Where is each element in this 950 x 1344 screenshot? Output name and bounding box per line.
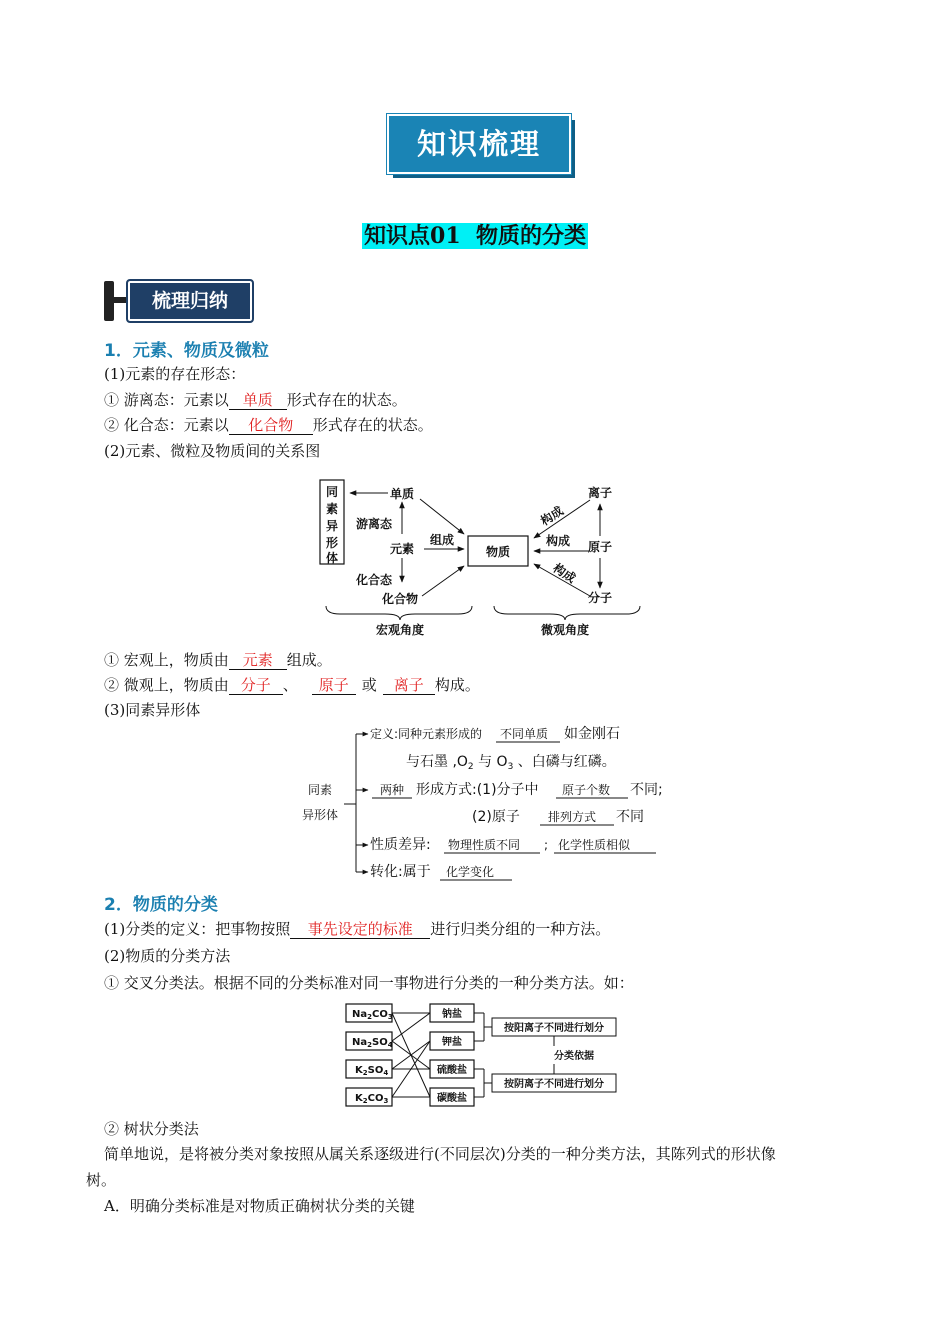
label-lizi: 离子 [588, 486, 613, 500]
label-goucheng-bot: 构成 [550, 560, 579, 586]
cross-lines [392, 1013, 430, 1097]
label-yi: 异 [325, 519, 339, 533]
section1-p2: ① 游离态：元素以 单质 形式存在的状态。 [104, 391, 407, 409]
relation-diagram [310, 474, 650, 644]
basis-label: 分类依据 [554, 1051, 594, 1062]
form-blank2: 原子个数 [562, 783, 611, 797]
blank-yuansu: 元素 [229, 651, 287, 670]
def-line2: 与石墨 $,O_2$ 与 $O_3$ 、白磷与红磷。 [406, 754, 616, 772]
tag-hook [114, 297, 126, 303]
section2-heading: 2．物质的分类 [104, 895, 218, 915]
compound-k2co3: $K_2CO_3$ [355, 1093, 389, 1105]
label-youlitai: 游离态 [356, 517, 393, 531]
tag-bar [104, 281, 114, 321]
label-xing: 形 [325, 536, 339, 550]
allotrope-root-1: 同素 [308, 783, 333, 797]
section2-p2: (2)物质的分类方法 [104, 947, 231, 965]
def-blank: 不同单质 [500, 727, 549, 741]
compound-k2so4: $K_2SO_4$ [355, 1065, 389, 1077]
form2-prefix: (2)原子 [472, 809, 520, 825]
banner-title: 知识梳理 [387, 114, 571, 174]
section2-p4: ② 树状分类法 [104, 1120, 199, 1138]
form2-end: 不同 [616, 809, 644, 825]
prop-prefix: 性质差异: [370, 837, 431, 853]
blank-danzhi: 单质 [229, 391, 287, 410]
basis-cation: 按阳离子不同进行划分 [504, 1023, 604, 1034]
blank-yuanzi: 原子 [312, 676, 356, 695]
section2-p5a: 简单地说，是将被分类对象按照从属关系逐级进行(不同层次)分类的一种分类方法，其陈列式的形状像 [104, 1145, 776, 1163]
prop-sep: ; [544, 838, 549, 852]
form-mid: 形成方式:(1)分子中 [416, 782, 539, 798]
section1-p1: (1)元素的存在形态： [104, 365, 246, 383]
class-tansuanyan: 碳酸盐 [437, 1093, 467, 1104]
prop-blank: 物理性质不同 [448, 838, 521, 852]
conv-prefix: 转化:属于 [370, 864, 431, 880]
basis-anion: 按阴离子不同进行划分 [504, 1079, 604, 1090]
form-end: 不同; [630, 782, 663, 798]
label-huahewu: 化合物 [382, 592, 419, 606]
label-huahetai: 化合态 [356, 573, 393, 587]
conv-blank: 化学变化 [446, 865, 495, 879]
tag-label: 梳理归纳 [126, 279, 254, 323]
label-zucheng: 组成 [430, 533, 455, 547]
knowledge-point-title-text: 知识点01 物质的分类 [364, 223, 586, 249]
compound-na2co3: $Na_2CO_3$ [352, 1009, 393, 1021]
class-jiayan: 钾盐 [442, 1037, 462, 1048]
blank-lizi: 离子 [383, 676, 435, 695]
cross-classification-diagram [340, 998, 630, 1110]
section1-p6: ② 微观上，物质由 分子 、 原子 或 离子 构成。 [104, 676, 480, 694]
section2-p1: (1)分类的定义：把事物按照 事先设定的标准 进行归类分组的一种方法。 [104, 920, 611, 938]
def-suffix: 如金刚石 [564, 726, 620, 742]
section1-p5: ① 宏观上，物质由 元素 组成。 [104, 651, 332, 669]
label-goucheng-top: 构成 [538, 503, 566, 529]
right-boxes [430, 1004, 474, 1106]
section1-heading: 1．元素、物质及微粒 [104, 341, 269, 361]
prop-blank2: 化学性质相似 [558, 838, 631, 852]
class-liusuanyan: 硫酸盐 [437, 1065, 467, 1076]
label-yuansu: 元素 [390, 542, 415, 556]
section1-p4: (2)元素、微粒及物质间的关系图 [104, 442, 321, 460]
label-wuzhi: 物质 [485, 545, 511, 559]
knowledge-point-title [0, 219, 950, 250]
label-yuanzi: 原子 [588, 540, 613, 554]
label-ti: 体 [325, 551, 339, 565]
label-hongguan: 宏观角度 [375, 623, 425, 637]
label-su: 素 [325, 502, 339, 516]
section1-p3: ② 化合态：元素以 化合物 形式存在的状态。 [104, 416, 433, 434]
form-blank: 两种 [380, 783, 405, 797]
label-tong: 同 [325, 485, 339, 499]
def-prefix: 定义:同种元素形成的 [370, 727, 483, 741]
label-fenzi: 分子 [588, 591, 613, 605]
blank-biaozhun: 事先设定的标准 [290, 920, 430, 939]
allotrope-diagram [300, 724, 680, 886]
class-nayan: 钠盐 [442, 1009, 462, 1020]
form2-blank: 排列方式 [548, 810, 597, 824]
section-banner [387, 114, 577, 180]
section1-p7: (3)同素异形体 [104, 701, 201, 719]
label-danzhi: 单质 [390, 487, 415, 501]
blank-fenzi: 分子 [229, 676, 283, 695]
compound-na2so4: $Na_2SO_4$ [352, 1037, 393, 1049]
label-weiguan: 微观角度 [540, 623, 590, 637]
section2-p6: A．明确分类标准是对物质正确树状分类的关键 [104, 1197, 415, 1215]
section2-p3: ① 交叉分类法。根据不同的分类标准对同一事物进行分类的一种分类方法。如： [104, 974, 634, 992]
allotrope-root-2: 异形体 [302, 808, 339, 822]
blank-huahewu: 化合物 [229, 416, 313, 435]
left-boxes [346, 1004, 393, 1106]
label-goucheng-mid: 构成 [546, 534, 571, 548]
section2-p5b: 树。 [86, 1171, 117, 1189]
